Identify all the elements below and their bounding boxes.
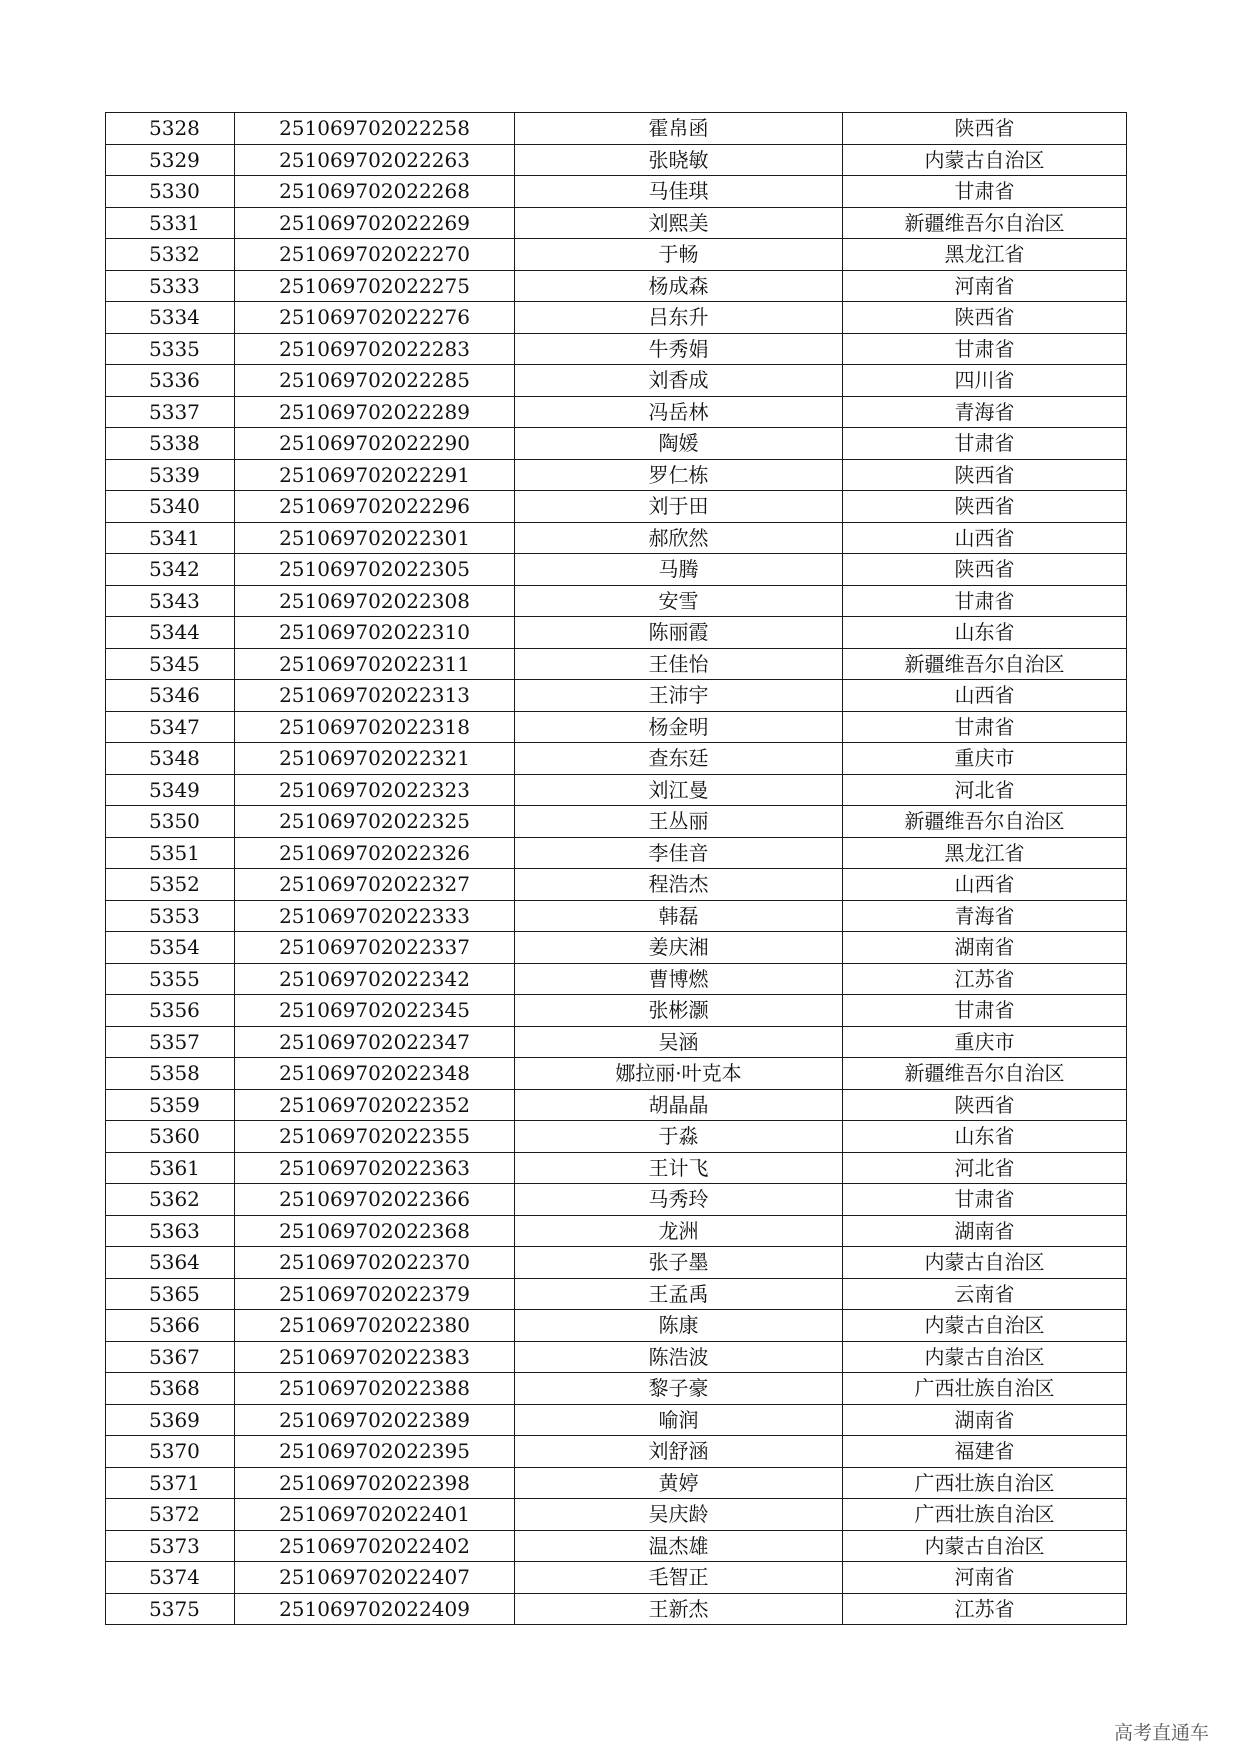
- candidate-name-cell: 王佳怡: [515, 648, 843, 680]
- province-cell: 山东省: [843, 1121, 1127, 1153]
- candidate-id-cell: 251069702022347: [235, 1026, 515, 1058]
- row-number-cell: 5330: [106, 176, 235, 208]
- table-row: [106, 491, 1127, 523]
- province-cell: 陕西省: [843, 491, 1127, 523]
- candidate-name-cell: 吴庆龄: [515, 1499, 843, 1531]
- candidate-name-cell: 王沛宇: [515, 680, 843, 712]
- row-number-cell: 5370: [106, 1436, 235, 1468]
- candidate-name-cell: 温杰雄: [515, 1530, 843, 1562]
- table-row: [106, 585, 1127, 617]
- row-number-cell: 5347: [106, 711, 235, 743]
- table-row: [106, 270, 1127, 302]
- candidate-id-cell: 251069702022348: [235, 1058, 515, 1090]
- row-number-cell: 5349: [106, 774, 235, 806]
- table-row: [106, 1184, 1127, 1216]
- candidate-name-cell: 王孟禹: [515, 1278, 843, 1310]
- candidate-name-cell: 陶媛: [515, 428, 843, 460]
- candidate-name-cell: 程浩杰: [515, 869, 843, 901]
- province-cell: 山西省: [843, 680, 1127, 712]
- row-number-cell: 5367: [106, 1341, 235, 1373]
- candidate-name-cell: 马佳琪: [515, 176, 843, 208]
- candidate-id-cell: 251069702022380: [235, 1310, 515, 1342]
- candidate-id-cell: 251069702022345: [235, 995, 515, 1027]
- watermark-text: 高考直通车: [1114, 1722, 1210, 1744]
- table-row: [106, 963, 1127, 995]
- row-number-cell: 5355: [106, 963, 235, 995]
- table-row: [106, 1404, 1127, 1436]
- row-number-cell: 5362: [106, 1184, 235, 1216]
- candidate-id-cell: 251069702022276: [235, 302, 515, 334]
- province-cell: 河南省: [843, 1562, 1127, 1594]
- row-number-cell: 5328: [106, 113, 235, 145]
- province-cell: 陕西省: [843, 113, 1127, 145]
- table-row: [106, 743, 1127, 775]
- candidate-id-cell: 251069702022368: [235, 1215, 515, 1247]
- row-number-cell: 5331: [106, 207, 235, 239]
- province-cell: 内蒙古自治区: [843, 144, 1127, 176]
- candidate-id-cell: 251069702022398: [235, 1467, 515, 1499]
- province-cell: 甘肃省: [843, 333, 1127, 365]
- province-cell: 内蒙古自治区: [843, 1341, 1127, 1373]
- table-row: [106, 113, 1127, 145]
- province-cell: 新疆维吾尔自治区: [843, 1058, 1127, 1090]
- candidate-name-cell: 杨成森: [515, 270, 843, 302]
- row-number-cell: 5365: [106, 1278, 235, 1310]
- candidate-name-cell: 黄婷: [515, 1467, 843, 1499]
- candidate-name-cell: 罗仁栋: [515, 459, 843, 491]
- candidate-id-cell: 251069702022296: [235, 491, 515, 523]
- candidate-id-cell: 251069702022326: [235, 837, 515, 869]
- candidate-id-cell: 251069702022318: [235, 711, 515, 743]
- candidate-id-cell: 251069702022301: [235, 522, 515, 554]
- table-row: [106, 1278, 1127, 1310]
- candidate-name-cell: 于畅: [515, 239, 843, 271]
- candidate-id-cell: 251069702022268: [235, 176, 515, 208]
- candidate-id-cell: 251069702022363: [235, 1152, 515, 1184]
- row-number-cell: 5360: [106, 1121, 235, 1153]
- candidate-name-cell: 喻润: [515, 1404, 843, 1436]
- candidate-name-cell: 陈丽霞: [515, 617, 843, 649]
- province-cell: 河南省: [843, 270, 1127, 302]
- candidate-name-cell: 张子墨: [515, 1247, 843, 1279]
- row-number-cell: 5354: [106, 932, 235, 964]
- candidate-name-cell: 马腾: [515, 554, 843, 586]
- candidate-id-cell: 251069702022258: [235, 113, 515, 145]
- table-row: [106, 774, 1127, 806]
- candidate-id-cell: 251069702022409: [235, 1593, 515, 1625]
- table-row: [106, 900, 1127, 932]
- table-row: [106, 207, 1127, 239]
- table-row: [106, 459, 1127, 491]
- table-row: [106, 837, 1127, 869]
- row-number-cell: 5329: [106, 144, 235, 176]
- candidate-name-cell: 陈康: [515, 1310, 843, 1342]
- province-cell: 山西省: [843, 869, 1127, 901]
- candidate-name-cell: 于淼: [515, 1121, 843, 1153]
- candidate-name-cell: 查东廷: [515, 743, 843, 775]
- row-number-cell: 5353: [106, 900, 235, 932]
- candidate-id-cell: 251069702022395: [235, 1436, 515, 1468]
- province-cell: 广西壮族自治区: [843, 1373, 1127, 1405]
- table-row: [106, 806, 1127, 838]
- row-number-cell: 5361: [106, 1152, 235, 1184]
- candidate-id-cell: 251069702022383: [235, 1341, 515, 1373]
- table-row: [106, 1121, 1127, 1153]
- candidate-name-cell: 曹博燃: [515, 963, 843, 995]
- table-row: [106, 1373, 1127, 1405]
- row-number-cell: 5340: [106, 491, 235, 523]
- candidate-id-cell: 251069702022321: [235, 743, 515, 775]
- candidate-id-cell: 251069702022270: [235, 239, 515, 271]
- candidate-id-cell: 251069702022327: [235, 869, 515, 901]
- row-number-cell: 5368: [106, 1373, 235, 1405]
- candidate-id-cell: 251069702022263: [235, 144, 515, 176]
- candidate-name-cell: 陈浩波: [515, 1341, 843, 1373]
- table-row: [106, 648, 1127, 680]
- province-cell: 山西省: [843, 522, 1127, 554]
- table-row: [106, 617, 1127, 649]
- row-number-cell: 5357: [106, 1026, 235, 1058]
- province-cell: 广西壮族自治区: [843, 1499, 1127, 1531]
- province-cell: 内蒙古自治区: [843, 1530, 1127, 1562]
- row-number-cell: 5350: [106, 806, 235, 838]
- province-cell: 江苏省: [843, 1593, 1127, 1625]
- province-cell: 陕西省: [843, 554, 1127, 586]
- table-row: [106, 522, 1127, 554]
- row-number-cell: 5366: [106, 1310, 235, 1342]
- table-row: [106, 239, 1127, 271]
- province-cell: 黑龙江省: [843, 837, 1127, 869]
- candidate-id-cell: 251069702022407: [235, 1562, 515, 1594]
- row-number-cell: 5356: [106, 995, 235, 1027]
- province-cell: 陕西省: [843, 459, 1127, 491]
- province-cell: 甘肃省: [843, 1184, 1127, 1216]
- candidate-id-cell: 251069702022355: [235, 1121, 515, 1153]
- province-cell: 内蒙古自治区: [843, 1310, 1127, 1342]
- candidate-id-cell: 251069702022402: [235, 1530, 515, 1562]
- row-number-cell: 5352: [106, 869, 235, 901]
- candidate-name-cell: 王新杰: [515, 1593, 843, 1625]
- candidate-name-cell: 龙洲: [515, 1215, 843, 1247]
- province-cell: 新疆维吾尔自治区: [843, 207, 1127, 239]
- candidate-id-cell: 251069702022401: [235, 1499, 515, 1531]
- province-cell: 重庆市: [843, 1026, 1127, 1058]
- candidate-id-cell: 251069702022323: [235, 774, 515, 806]
- candidate-id-cell: 251069702022310: [235, 617, 515, 649]
- candidate-id-cell: 251069702022305: [235, 554, 515, 586]
- province-cell: 甘肃省: [843, 428, 1127, 460]
- table-row: [106, 396, 1127, 428]
- candidate-id-cell: 251069702022352: [235, 1089, 515, 1121]
- province-cell: 陕西省: [843, 302, 1127, 334]
- province-cell: 陕西省: [843, 1089, 1127, 1121]
- table-row: [106, 1026, 1127, 1058]
- candidate-id-cell: 251069702022283: [235, 333, 515, 365]
- candidate-name-cell: 胡晶晶: [515, 1089, 843, 1121]
- table-row: [106, 932, 1127, 964]
- province-cell: 重庆市: [843, 743, 1127, 775]
- candidate-name-cell: 杨金明: [515, 711, 843, 743]
- candidate-name-cell: 姜庆湘: [515, 932, 843, 964]
- province-cell: 甘肃省: [843, 995, 1127, 1027]
- row-number-cell: 5338: [106, 428, 235, 460]
- row-number-cell: 5335: [106, 333, 235, 365]
- row-number-cell: 5342: [106, 554, 235, 586]
- table-row: [106, 428, 1127, 460]
- table-row: [106, 1089, 1127, 1121]
- row-number-cell: 5373: [106, 1530, 235, 1562]
- province-cell: 广西壮族自治区: [843, 1467, 1127, 1499]
- table-row: [106, 1058, 1127, 1090]
- row-number-cell: 5334: [106, 302, 235, 334]
- candidate-name-cell: 王丛丽: [515, 806, 843, 838]
- province-cell: 甘肃省: [843, 711, 1127, 743]
- table-row: [106, 365, 1127, 397]
- row-number-cell: 5344: [106, 617, 235, 649]
- candidate-name-cell: 刘舒涵: [515, 1436, 843, 1468]
- table-row: [106, 176, 1127, 208]
- table-row: [106, 1593, 1127, 1625]
- roster-body: [106, 113, 1127, 1625]
- table-row: [106, 1215, 1127, 1247]
- candidate-name-cell: 牛秀娟: [515, 333, 843, 365]
- table-row: [106, 554, 1127, 586]
- candidate-id-cell: 251069702022290: [235, 428, 515, 460]
- candidate-id-cell: 251069702022389: [235, 1404, 515, 1436]
- candidate-id-cell: 251069702022311: [235, 648, 515, 680]
- candidate-id-cell: 251069702022313: [235, 680, 515, 712]
- candidate-id-cell: 251069702022289: [235, 396, 515, 428]
- candidate-name-cell: 张彬灏: [515, 995, 843, 1027]
- table-row: [106, 1436, 1127, 1468]
- candidate-name-cell: 安雪: [515, 585, 843, 617]
- province-cell: 甘肃省: [843, 585, 1127, 617]
- candidate-name-cell: 郝欣然: [515, 522, 843, 554]
- table-row: [106, 1247, 1127, 1279]
- candidate-name-cell: 王计飞: [515, 1152, 843, 1184]
- candidate-name-cell: 刘于田: [515, 491, 843, 523]
- candidate-id-cell: 251069702022366: [235, 1184, 515, 1216]
- row-number-cell: 5339: [106, 459, 235, 491]
- province-cell: 湖南省: [843, 1404, 1127, 1436]
- table-row: [106, 1530, 1127, 1562]
- province-cell: 福建省: [843, 1436, 1127, 1468]
- table-row: [106, 869, 1127, 901]
- candidate-id-cell: 251069702022291: [235, 459, 515, 491]
- row-number-cell: 5372: [106, 1499, 235, 1531]
- row-number-cell: 5337: [106, 396, 235, 428]
- table-row: [106, 995, 1127, 1027]
- row-number-cell: 5333: [106, 270, 235, 302]
- candidate-id-cell: 251069702022388: [235, 1373, 515, 1405]
- province-cell: 新疆维吾尔自治区: [843, 806, 1127, 838]
- candidate-id-cell: 251069702022337: [235, 932, 515, 964]
- row-number-cell: 5371: [106, 1467, 235, 1499]
- row-number-cell: 5341: [106, 522, 235, 554]
- table-row: [106, 1467, 1127, 1499]
- province-cell: 湖南省: [843, 932, 1127, 964]
- table-row: [106, 1152, 1127, 1184]
- candidate-name-cell: 马秀玲: [515, 1184, 843, 1216]
- candidate-name-cell: 吕东升: [515, 302, 843, 334]
- table-row: [106, 333, 1127, 365]
- candidate-name-cell: 张晓敏: [515, 144, 843, 176]
- row-number-cell: 5374: [106, 1562, 235, 1594]
- table-row: [106, 302, 1127, 334]
- province-cell: 河北省: [843, 1152, 1127, 1184]
- province-cell: 青海省: [843, 396, 1127, 428]
- table-row: [106, 1499, 1127, 1531]
- candidate-id-cell: 251069702022333: [235, 900, 515, 932]
- province-cell: 内蒙古自治区: [843, 1247, 1127, 1279]
- province-cell: 黑龙江省: [843, 239, 1127, 271]
- row-number-cell: 5358: [106, 1058, 235, 1090]
- candidate-name-cell: 刘熙美: [515, 207, 843, 239]
- province-cell: 湖南省: [843, 1215, 1127, 1247]
- row-number-cell: 5345: [106, 648, 235, 680]
- row-number-cell: 5343: [106, 585, 235, 617]
- roster-table: [105, 112, 1127, 1625]
- province-cell: 江苏省: [843, 963, 1127, 995]
- candidate-name-cell: 黎子豪: [515, 1373, 843, 1405]
- candidate-id-cell: 251069702022379: [235, 1278, 515, 1310]
- candidate-id-cell: 251069702022285: [235, 365, 515, 397]
- candidate-id-cell: 251069702022275: [235, 270, 515, 302]
- row-number-cell: 5364: [106, 1247, 235, 1279]
- candidate-name-cell: 韩磊: [515, 900, 843, 932]
- row-number-cell: 5375: [106, 1593, 235, 1625]
- candidate-name-cell: 冯岳林: [515, 396, 843, 428]
- candidate-name-cell: 娜拉丽·叶克本: [515, 1058, 843, 1090]
- candidate-name-cell: 吴涵: [515, 1026, 843, 1058]
- province-cell: 新疆维吾尔自治区: [843, 648, 1127, 680]
- candidate-name-cell: 霍帛函: [515, 113, 843, 145]
- table-row: [106, 680, 1127, 712]
- candidate-id-cell: 251069702022269: [235, 207, 515, 239]
- row-number-cell: 5363: [106, 1215, 235, 1247]
- candidate-name-cell: 刘江曼: [515, 774, 843, 806]
- province-cell: 云南省: [843, 1278, 1127, 1310]
- row-number-cell: 5332: [106, 239, 235, 271]
- province-cell: 山东省: [843, 617, 1127, 649]
- table-row: [106, 1562, 1127, 1594]
- candidate-name-cell: 毛智正: [515, 1562, 843, 1594]
- row-number-cell: 5348: [106, 743, 235, 775]
- candidate-name-cell: 刘香成: [515, 365, 843, 397]
- table-row: [106, 711, 1127, 743]
- row-number-cell: 5369: [106, 1404, 235, 1436]
- candidate-id-cell: 251069702022342: [235, 963, 515, 995]
- candidate-name-cell: 李佳音: [515, 837, 843, 869]
- candidate-id-cell: 251069702022325: [235, 806, 515, 838]
- table-row: [106, 1310, 1127, 1342]
- table-row: [106, 144, 1127, 176]
- row-number-cell: 5359: [106, 1089, 235, 1121]
- row-number-cell: 5336: [106, 365, 235, 397]
- row-number-cell: 5351: [106, 837, 235, 869]
- candidate-id-cell: 251069702022308: [235, 585, 515, 617]
- province-cell: 甘肃省: [843, 176, 1127, 208]
- province-cell: 四川省: [843, 365, 1127, 397]
- table-row: [106, 1341, 1127, 1373]
- province-cell: 青海省: [843, 900, 1127, 932]
- row-number-cell: 5346: [106, 680, 235, 712]
- candidate-id-cell: 251069702022370: [235, 1247, 515, 1279]
- province-cell: 河北省: [843, 774, 1127, 806]
